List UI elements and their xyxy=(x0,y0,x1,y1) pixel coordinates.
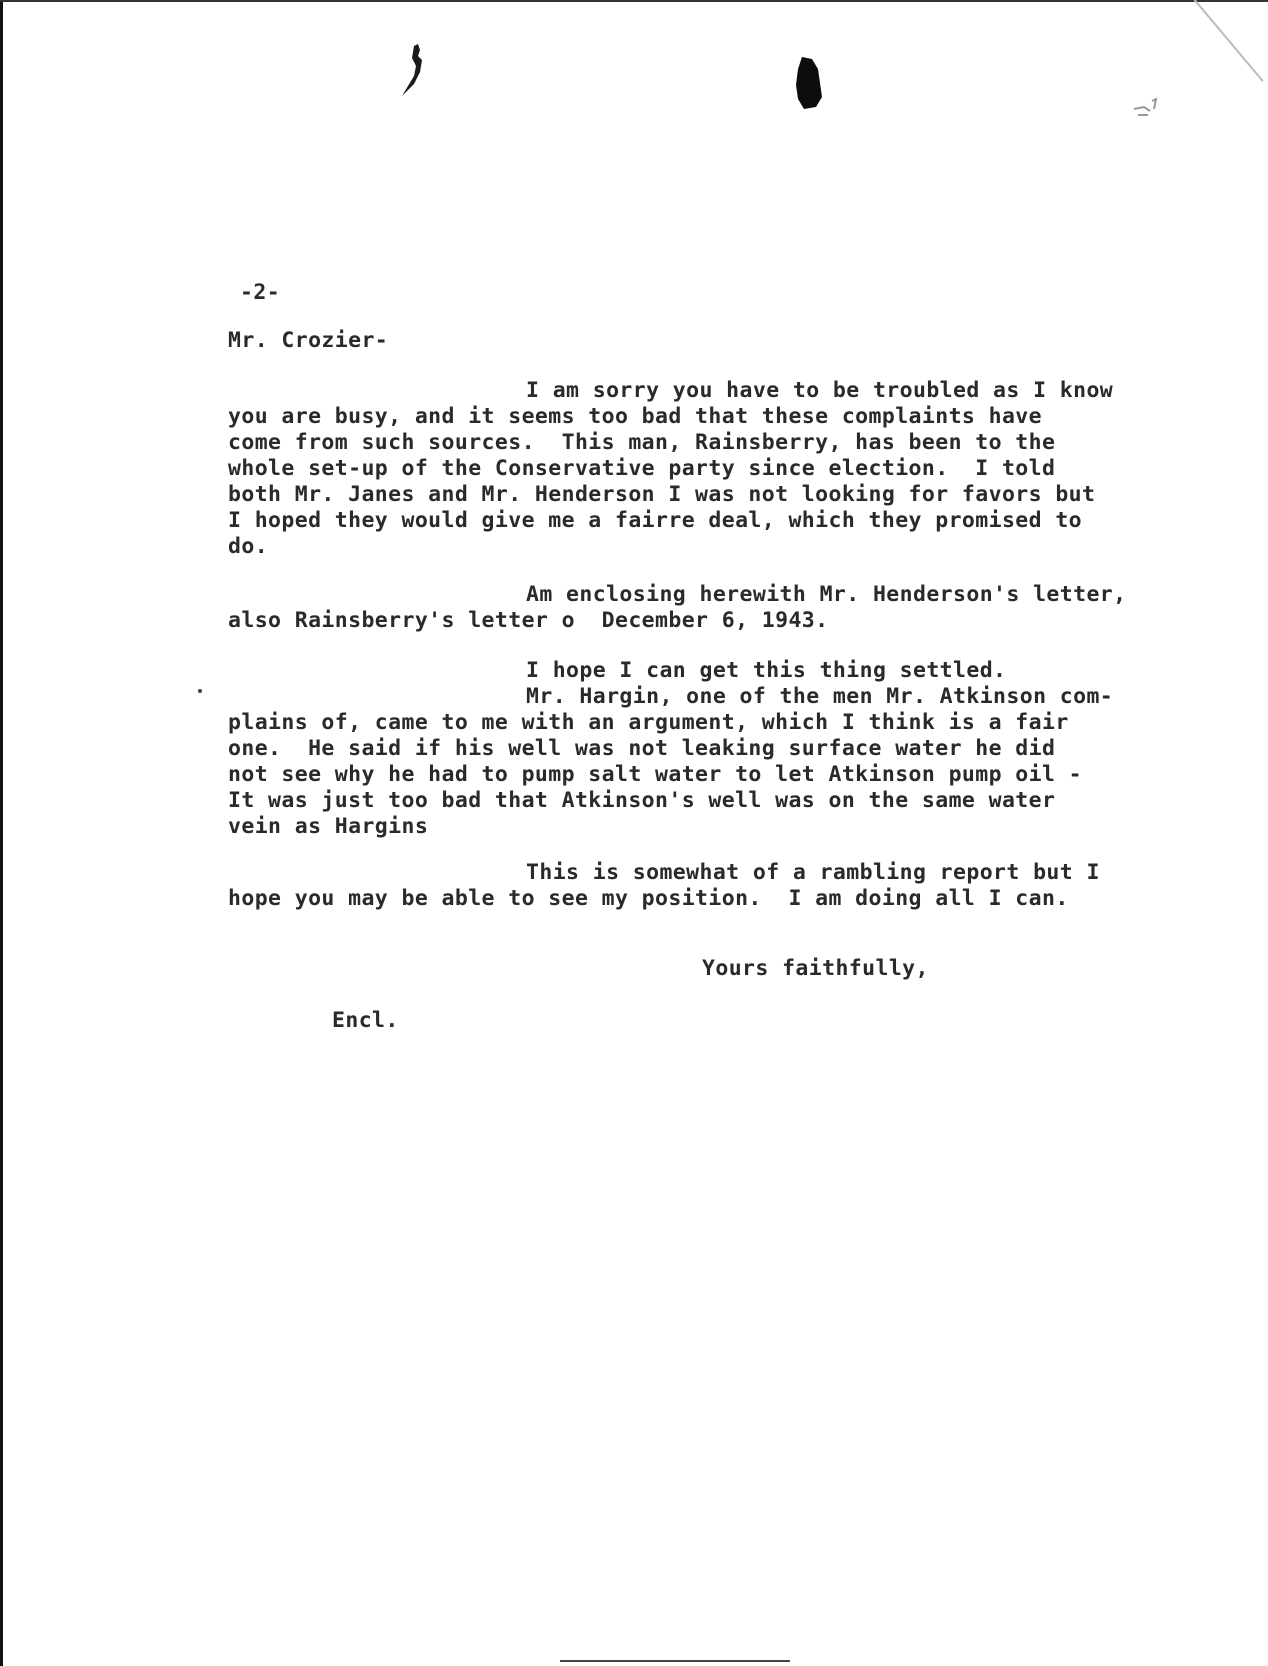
paragraph-1 xyxy=(228,378,1188,560)
paragraph-line: hope you may be able to see my position. I am doing all I can. xyxy=(228,886,1069,911)
paragraph-line: This is somewhat of a rambling report but I xyxy=(526,860,1100,885)
recipient-salutation: Mr. Crozier- xyxy=(228,328,389,353)
scan-edge-bottom xyxy=(560,1660,790,1662)
paragraph-2 xyxy=(228,582,1188,634)
paragraph-line: I hoped they would give me a fairre deal, which they promised to xyxy=(228,508,1083,533)
page-number: -2- xyxy=(240,280,281,305)
paragraph-4 xyxy=(228,860,1188,912)
ink-mark-left xyxy=(400,42,440,102)
closing-line: Yours faithfully, xyxy=(702,956,929,981)
paragraph-line: one. He said if his well was not leaking surface water he did xyxy=(228,736,1056,761)
paragraph-line: Am enclosing herewith Mr. Henderson's letter, xyxy=(526,582,1127,607)
paragraph-line: plains of, came to me with an argument, which I think is a fair xyxy=(228,710,1069,735)
paragraph-line: vein as Hargins xyxy=(228,814,429,839)
scan-edge-left xyxy=(0,0,3,1666)
smudge-mark xyxy=(1130,95,1170,125)
paragraph-line: It was just too bad that Atkinson's well was on the same water xyxy=(228,788,1056,813)
paragraph-line: whole set-up of the Conservative party since election. I told xyxy=(228,456,1056,481)
scan-edge-top xyxy=(0,0,1268,2)
punch-hole-mark xyxy=(790,55,830,115)
paragraph-line: both Mr. Janes and Mr. Henderson I was not looking for favors but xyxy=(228,482,1096,507)
enclosure-note: Encl. xyxy=(332,1008,399,1033)
paragraph-line: I am sorry you have to be troubled as I know xyxy=(526,378,1114,403)
paragraph-line: Mr. Hargin, one of the men Mr. Atkinson com- xyxy=(526,684,1114,709)
paragraph-line: come from such sources. This man, Rainsberry, has been to the xyxy=(228,430,1056,455)
fold-crease xyxy=(1185,0,1264,82)
paragraph-line: I hope I can get this thing settled. xyxy=(526,658,1007,683)
paragraph-line: also Rainsberry's letter o December 6, 1943. xyxy=(228,608,829,633)
paragraph-line: you are busy, and it seems too bad that these complaints have xyxy=(228,404,1042,429)
paragraph-line: do. xyxy=(228,534,269,559)
margin-dot-mark xyxy=(195,686,205,696)
paragraph-3 xyxy=(228,658,1188,840)
paragraph-line: not see why he had to pump salt water to let Atkinson pump oil - xyxy=(228,762,1083,787)
